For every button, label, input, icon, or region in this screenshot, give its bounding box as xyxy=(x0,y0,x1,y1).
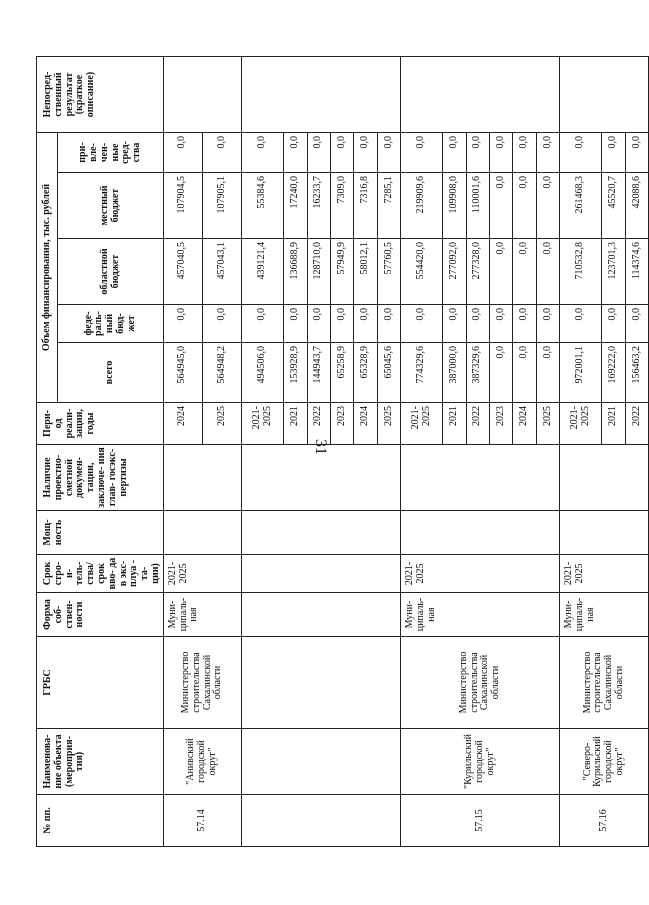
cell-form xyxy=(242,593,401,637)
cell-year: 2022 xyxy=(466,403,489,445)
cell-term xyxy=(242,555,401,593)
cell-year: 2025 xyxy=(536,403,559,445)
cell-power xyxy=(242,511,401,555)
cell-result xyxy=(163,57,242,133)
cell-attracted: 0,0 xyxy=(443,133,466,173)
cell-local: 0,0 xyxy=(490,173,513,239)
cell-federal: 0,0 xyxy=(401,305,443,343)
cell-result xyxy=(401,57,560,133)
cell-year: 2021 xyxy=(284,403,307,445)
cell-attracted: 0,0 xyxy=(401,133,443,173)
cell-attracted: 0,0 xyxy=(354,133,377,173)
cell-total: 0,0 xyxy=(536,343,559,403)
cell-docs xyxy=(401,445,560,511)
table-row xyxy=(163,57,202,847)
cell-grbs: Министерство строительства Сахалинской области xyxy=(560,637,649,729)
cell-year: 2022 xyxy=(625,403,649,445)
cell-term: 2021- 2025 xyxy=(560,555,649,593)
cell-term: 2021- 2025 xyxy=(401,555,560,593)
cell-total: 387000,0 xyxy=(443,343,466,403)
cell-name xyxy=(242,729,401,795)
cell-attracted: 0,0 xyxy=(242,133,284,173)
table-row xyxy=(560,57,602,847)
table-row xyxy=(401,57,443,847)
cell-regional: 710532,8 xyxy=(560,239,602,305)
cell-total: 65328,9 xyxy=(354,343,377,403)
cell-year: 2021- 2025 xyxy=(560,403,602,445)
cell-year: 2025 xyxy=(203,403,242,445)
cell-federal: 0,0 xyxy=(330,305,353,343)
page-number: 31 xyxy=(312,439,329,455)
cell-total: 65045,6 xyxy=(377,343,400,403)
table-body xyxy=(163,57,648,847)
cell-local: 261468,3 xyxy=(560,173,602,239)
header-name: Наименова- ние объекта (мероприя- тия) xyxy=(37,729,164,795)
cell-attracted: 0,0 xyxy=(602,133,625,173)
cell-local: 7309,0 xyxy=(330,173,353,239)
cell-total: 153928,9 xyxy=(284,343,307,403)
financing-table xyxy=(36,56,649,847)
header-docs: Наличие проектно- сметной докумен- тации, заключе- ния глав- госэкс- пертизы xyxy=(37,445,164,511)
cell-total: 169222,0 xyxy=(602,343,625,403)
cell-year: 2021- 2025 xyxy=(242,403,284,445)
cell-attracted: 0,0 xyxy=(513,133,536,173)
cell-year: 2021 xyxy=(443,403,466,445)
cell-power xyxy=(401,511,560,555)
cell-grbs: Министерство строительства Сахалинской области xyxy=(401,637,560,729)
rotated-table-wrapper xyxy=(36,57,642,847)
cell-local: 107904,5 xyxy=(163,173,202,239)
cell-name: "Северо- Курильский городской округ" xyxy=(560,729,649,795)
cell-regional: 0,0 xyxy=(490,239,513,305)
cell-power xyxy=(163,511,242,555)
cell-form: Муни- ципаль- ная xyxy=(560,593,649,637)
cell-federal: 0,0 xyxy=(203,305,242,343)
cell-federal: 0,0 xyxy=(466,305,489,343)
cell-form: Муни- ципаль- ная xyxy=(163,593,242,637)
cell-form: Муни- ципаль- ная xyxy=(401,593,560,637)
cell-regional: 136688,9 xyxy=(284,239,307,305)
cell-local: 109908,0 xyxy=(443,173,466,239)
cell-docs xyxy=(560,445,649,511)
cell-total: 564948,2 xyxy=(203,343,242,403)
cell-regional: 0,0 xyxy=(513,239,536,305)
cell-federal: 0,0 xyxy=(625,305,649,343)
header-row-1 xyxy=(37,57,58,847)
header-num: № пп. xyxy=(37,795,164,847)
cell-local: 0,0 xyxy=(536,173,559,239)
cell-local: 110001,6 xyxy=(466,173,489,239)
cell-total: 0,0 xyxy=(513,343,536,403)
cell-year: 2023 xyxy=(330,403,353,445)
cell-local: 107905,1 xyxy=(203,173,242,239)
cell-result xyxy=(560,57,649,133)
cell-year: 2022 xyxy=(307,403,330,445)
cell-regional: 57760,5 xyxy=(377,239,400,305)
cell-regional: 114374,6 xyxy=(625,239,649,305)
cell-local: 219909,6 xyxy=(401,173,443,239)
cell-regional: 457040,5 xyxy=(163,239,202,305)
cell-federal: 0,0 xyxy=(443,305,466,343)
cell-attracted: 0,0 xyxy=(330,133,353,173)
cell-docs xyxy=(242,445,401,511)
cell-regional: 277328,0 xyxy=(466,239,489,305)
cell-regional: 277092,0 xyxy=(443,239,466,305)
cell-regional: 554420,0 xyxy=(401,239,443,305)
cell-local: 7316,8 xyxy=(354,173,377,239)
cell-local: 55384,6 xyxy=(242,173,284,239)
cell-federal: 0,0 xyxy=(242,305,284,343)
header-attracted: при- вле- чен- ные сред- ства xyxy=(58,133,163,173)
cell-regional: 57949,9 xyxy=(330,239,353,305)
cell-total: 972001,1 xyxy=(560,343,602,403)
cell-regional: 439121,4 xyxy=(242,239,284,305)
header-term: Срок стро- и- тель- ства/ срок вво- да в экс- плуа - та- ции) xyxy=(37,555,164,593)
header-funding-group: Объем финансирования, тыс. рублей xyxy=(37,133,58,403)
table-row xyxy=(242,57,284,847)
cell-federal: 0,0 xyxy=(163,305,202,343)
cell-attracted: 0,0 xyxy=(203,133,242,173)
cell-local: 45520,7 xyxy=(602,173,625,239)
cell-regional: 457043,1 xyxy=(203,239,242,305)
cell-attracted: 0,0 xyxy=(307,133,330,173)
cell-year: 2024 xyxy=(513,403,536,445)
header-federal: феде- раль- ный бюд- жет xyxy=(58,305,163,343)
header-regional: областной бюджет xyxy=(58,239,163,305)
cell-num xyxy=(242,795,401,847)
cell-attracted: 0,0 xyxy=(284,133,307,173)
cell-regional: 58012,1 xyxy=(354,239,377,305)
cell-total: 65258,9 xyxy=(330,343,353,403)
cell-regional: 128710,0 xyxy=(307,239,330,305)
cell-attracted: 0,0 xyxy=(536,133,559,173)
cell-power xyxy=(560,511,649,555)
cell-total: 144943,7 xyxy=(307,343,330,403)
cell-docs xyxy=(163,445,242,511)
cell-result xyxy=(242,57,401,133)
cell-name: "Курильский городской округ" xyxy=(401,729,560,795)
cell-name: "Анивский городской округ" xyxy=(163,729,242,795)
cell-attracted: 0,0 xyxy=(490,133,513,173)
cell-local: 7285,1 xyxy=(377,173,400,239)
cell-year: 2024 xyxy=(354,403,377,445)
cell-local: 42088,6 xyxy=(625,173,649,239)
cell-year: 2024 xyxy=(163,403,202,445)
cell-total: 564945,0 xyxy=(163,343,202,403)
cell-federal: 0,0 xyxy=(536,305,559,343)
cell-num: 57.15 xyxy=(401,795,560,847)
cell-attracted: 0,0 xyxy=(560,133,602,173)
cell-federal: 0,0 xyxy=(377,305,400,343)
cell-total: 0,0 xyxy=(490,343,513,403)
cell-total: 156463,2 xyxy=(625,343,649,403)
cell-attracted: 0,0 xyxy=(163,133,202,173)
cell-attracted: 0,0 xyxy=(377,133,400,173)
cell-year: 2021- 2025 xyxy=(401,403,443,445)
cell-regional: 123701,3 xyxy=(602,239,625,305)
cell-federal: 0,0 xyxy=(602,305,625,343)
header-power: Мощ- ность xyxy=(37,511,164,555)
cell-total: 494506,0 xyxy=(242,343,284,403)
cell-local: 17240,0 xyxy=(284,173,307,239)
header-total: всего xyxy=(58,343,163,403)
cell-federal: 0,0 xyxy=(354,305,377,343)
cell-federal: 0,0 xyxy=(513,305,536,343)
cell-federal: 0,0 xyxy=(490,305,513,343)
cell-year: 2025 xyxy=(377,403,400,445)
cell-attracted: 0,0 xyxy=(625,133,649,173)
cell-local: 16233,7 xyxy=(307,173,330,239)
cell-year: 2023 xyxy=(490,403,513,445)
cell-total: 774329,6 xyxy=(401,343,443,403)
cell-year: 2021 xyxy=(602,403,625,445)
cell-term: 2021- 2025 xyxy=(163,555,242,593)
header-local: местный бюджет xyxy=(58,173,163,239)
cell-num: 57.16 xyxy=(560,795,649,847)
header-form: Форма соб- ствен- ности xyxy=(37,593,164,637)
header-result: Непосред- ственный результат (краткое описание) xyxy=(37,57,164,133)
cell-grbs: Министерство строительства Сахалинской области xyxy=(163,637,242,729)
cell-regional: 0,0 xyxy=(536,239,559,305)
cell-local: 0,0 xyxy=(513,173,536,239)
cell-federal: 0,0 xyxy=(307,305,330,343)
cell-federal: 0,0 xyxy=(284,305,307,343)
cell-total: 387329,6 xyxy=(466,343,489,403)
header-period: Пери- од реали- зации, годы xyxy=(37,403,164,445)
cell-federal: 0,0 xyxy=(560,305,602,343)
cell-num: 57.14 xyxy=(163,795,242,847)
cell-attracted: 0,0 xyxy=(466,133,489,173)
header-grbs: ГРБС xyxy=(37,637,164,729)
cell-grbs xyxy=(242,637,401,729)
